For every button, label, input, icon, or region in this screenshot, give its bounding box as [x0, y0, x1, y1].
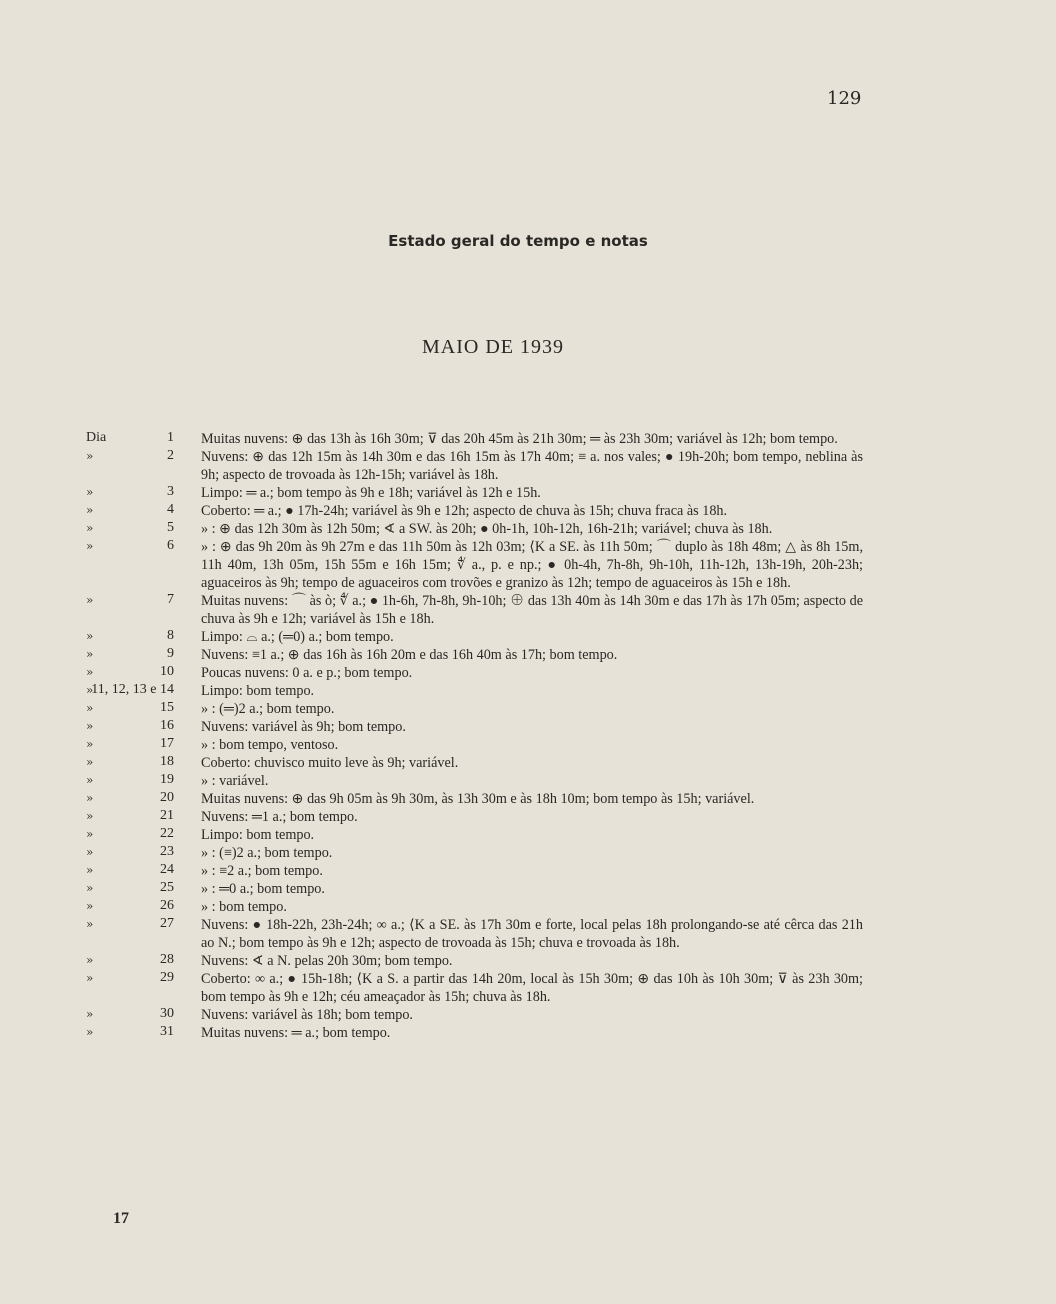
- weather-note: » : ⊕ das 12h 30m às 12h 50m; ∢ a SW. às 20h; ● 0h-1h, 10h-12h, 16h-21h; variável; chuva às 18h.: [201, 521, 773, 537]
- day-number: 3: [167, 484, 174, 499]
- weather-note: Muitas nuvens: ⊕ das 13h às 16h 30m; ⊽ das 20h 45m às 21h 30m; ═ às 23h 30m; variável às 12h; bom tempo.: [201, 431, 838, 447]
- list-item: [0, 862, 1056, 880]
- ditto-mark: »: [86, 485, 94, 499]
- day-number: 19: [160, 772, 174, 787]
- day-number: 27: [160, 916, 174, 931]
- ditto-mark: »: [86, 845, 94, 859]
- weather-note: Limpo: bom tempo.: [201, 827, 315, 843]
- weather-note: Nuvens: ≡1 a.; ⊕ das 16h às 16h 20m e das 16h 40m às 17h; bom tempo.: [201, 647, 618, 663]
- list-item: [0, 700, 1056, 718]
- ditto-mark: »: [86, 971, 94, 985]
- weather-note: » : ≡2 a.; bom tempo.: [201, 863, 323, 879]
- list-item: [0, 754, 1056, 772]
- day-number: 8: [167, 628, 174, 643]
- weather-note: » : (≡)2 a.; bom tempo.: [201, 845, 333, 861]
- list-item: [0, 538, 1056, 592]
- day-number: 22: [160, 826, 174, 841]
- ditto-mark: »: [86, 773, 94, 787]
- weather-note: Limpo: ═ a.; bom tempo às 9h e 18h; variável às 12h e 15h.: [201, 485, 541, 501]
- weather-note: Coberto: ═ a.; ● 17h-24h; variável às 9h e 12h; aspecto de chuva às 15h; chuva fraca às 18h.: [201, 503, 728, 519]
- list-item: [0, 520, 1056, 538]
- weather-note: Nuvens: ⊕ das 12h 15m às 14h 30m e das 16h 15m às 17h 40m; ≡ a. nos vales; ● 19h-20h; bom tempo, neblina às 9h; aspecto de trovoada às 12h-15h; variável às 18h.: [201, 449, 863, 483]
- section-title-text: Estado geral do tempo e notas: [388, 232, 648, 250]
- day-number: 29: [160, 970, 174, 985]
- weather-note: Nuvens: ∢ a N. pelas 20h 30m; bom tempo.: [201, 953, 453, 969]
- weather-note: Poucas nuvens: 0 a. e p.; bom tempo.: [201, 665, 413, 681]
- day-number: 30: [160, 1006, 174, 1021]
- weather-note: » : bom tempo.: [201, 899, 287, 915]
- weather-note: Coberto: chuvisco muito leve às 9h; variável.: [201, 755, 459, 771]
- weather-note: » : bom tempo, ventoso.: [201, 737, 339, 753]
- weather-note: Limpo: ⌓ a.; (═0) a.; bom tempo.: [201, 629, 394, 645]
- list-item: [0, 1024, 1056, 1042]
- day-number: 24: [160, 862, 174, 877]
- list-item: [0, 790, 1056, 808]
- list-item: [0, 484, 1056, 502]
- day-number: 18: [160, 754, 174, 769]
- day-number: 17: [160, 736, 174, 751]
- ditto-mark: »: [86, 539, 94, 553]
- day-number: 4: [167, 502, 174, 517]
- month-title-text: MAIO DE 1939: [422, 336, 564, 358]
- weather-note: Coberto: ∞ a.; ● 15h-18h; ⟨K a S. a partir das 14h 20m, local às 15h 30m; ⊕ das 10h às 10h 30m; ⊽ às 23h 30m; bom tempo às 9h e 12h; céu ameaçador às 15h; chuva às 18h.: [201, 971, 863, 1005]
- day-number: 28: [160, 952, 174, 967]
- ditto-mark: »: [86, 629, 94, 643]
- day-heading: Dia: [86, 430, 107, 445]
- day-number: 21: [160, 808, 174, 823]
- day-number: 1: [167, 430, 174, 445]
- list-item: [0, 826, 1056, 844]
- list-item: [0, 970, 1056, 1006]
- ditto-mark: »: [86, 809, 94, 823]
- weather-note: Nuvens: ● 18h-22h, 23h-24h; ∞ a.; ⟨K a SE. às 17h 30m e forte, local pelas 18h prolongando-se até cêrca das 21h ao N.; bom tempo às 9h e 12h; aspecto de trovoada às 15h; chuva e trovoada às 18h.: [201, 917, 863, 951]
- weather-note: Nuvens: variável às 9h; bom tempo.: [201, 719, 406, 735]
- list-item: [0, 628, 1056, 646]
- weather-note: » : variável.: [201, 773, 269, 789]
- day-number: 25: [160, 880, 174, 895]
- list-item: [0, 502, 1056, 520]
- ditto-mark: »: [86, 737, 94, 751]
- list-item: [0, 844, 1056, 862]
- list-item: [0, 808, 1056, 826]
- ditto-mark: »: [86, 503, 94, 517]
- weather-note: Muitas nuvens: ═ a.; bom tempo.: [201, 1025, 391, 1041]
- weather-note: Limpo: bom tempo.: [201, 683, 315, 699]
- month-title: [0, 336, 1056, 359]
- folio-number: 17: [113, 1210, 129, 1227]
- list-item: [0, 952, 1056, 970]
- day-number: 26: [160, 898, 174, 913]
- day-number: 6: [167, 538, 174, 553]
- ditto-mark: »: [86, 917, 94, 931]
- ditto-mark: »: [86, 1025, 94, 1039]
- daily-notes-list: [0, 430, 1056, 1042]
- list-item: [0, 682, 1056, 700]
- day-number: 20: [160, 790, 174, 805]
- day-number: 5: [167, 520, 174, 535]
- day-number: 11, 12, 13 e 14: [91, 682, 174, 697]
- list-item: [0, 718, 1056, 736]
- day-number: 7: [167, 592, 174, 607]
- ditto-mark: »: [86, 719, 94, 733]
- weather-note: Nuvens: variável às 18h; bom tempo.: [201, 1007, 413, 1023]
- day-number: 10: [160, 664, 174, 679]
- list-item: [0, 1006, 1056, 1024]
- list-item: [0, 898, 1056, 916]
- page-number: 129: [827, 88, 862, 109]
- list-item: [0, 646, 1056, 664]
- ditto-mark: »: [86, 1007, 94, 1021]
- list-item: [0, 880, 1056, 898]
- section-title: [0, 232, 1056, 250]
- day-number: 31: [160, 1024, 174, 1039]
- ditto-mark: »: [86, 701, 94, 715]
- day-number: 2: [167, 448, 174, 463]
- list-item: [0, 736, 1056, 754]
- ditto-mark: »: [86, 791, 94, 805]
- ditto-mark: »: [86, 647, 94, 661]
- ditto-mark: »: [86, 863, 94, 877]
- day-number: 16: [160, 718, 174, 733]
- ditto-mark: »: [86, 593, 94, 607]
- list-item: [0, 430, 1056, 448]
- weather-note: Muitas nuvens: ⌒ às ò; ∜ a.; ● 1h-6h, 7h-8h, 9h-10h; ⊕ das 13h 40m às 14h 30m e das 17h às 17h 05m; aspecto de chuva às 9h e 12h; variável às 15h e 18h.: [201, 593, 863, 627]
- ditto-mark: »: [86, 521, 94, 535]
- ditto-mark: »: [86, 899, 94, 913]
- ditto-mark: »: [86, 755, 94, 769]
- weather-note: » : ═0 a.; bom tempo.: [201, 881, 325, 897]
- ditto-mark: »: [86, 953, 94, 967]
- day-number: 23: [160, 844, 174, 859]
- ditto-mark: »: [86, 881, 94, 895]
- list-item: [0, 592, 1056, 628]
- ditto-mark: »: [86, 827, 94, 841]
- ditto-mark: »: [86, 449, 94, 463]
- weather-note: Muitas nuvens: ⊕ das 9h 05m às 9h 30m, às 13h 30m e às 18h 10m; bom tempo às 15h; variável.: [201, 791, 755, 807]
- weather-note: » : ⊕ das 9h 20m às 9h 27m e das 11h 50m às 12h 03m; ⟨K a SE. às 11h 50m; ⌒ duplo às 18h 48m; △ às 8h 15m, 11h 40m, 13h 05m, 15h 55m e 16h 15m; ∜ a., p. e np.; ● 0h-4h, 7h-8h, 9h-10h, 11h-12h, 13h-19h, 20h-23h; aguaceiros às 9h; tempo de aguaceiros com trovões e granizo às 12h; tempo de aguaceiros às 15h e 18h.: [201, 539, 863, 591]
- ditto-mark: »: [86, 665, 94, 679]
- ditto-mark: »: [86, 683, 94, 697]
- weather-note: Nuvens: ═1 a.; bom tempo.: [201, 809, 358, 825]
- day-number: 9: [167, 646, 174, 661]
- weather-note: » : (═)2 a.; bom tempo.: [201, 701, 335, 717]
- list-item: [0, 664, 1056, 682]
- list-item: [0, 772, 1056, 790]
- day-number: 15: [160, 700, 174, 715]
- list-item: [0, 916, 1056, 952]
- list-item: [0, 448, 1056, 484]
